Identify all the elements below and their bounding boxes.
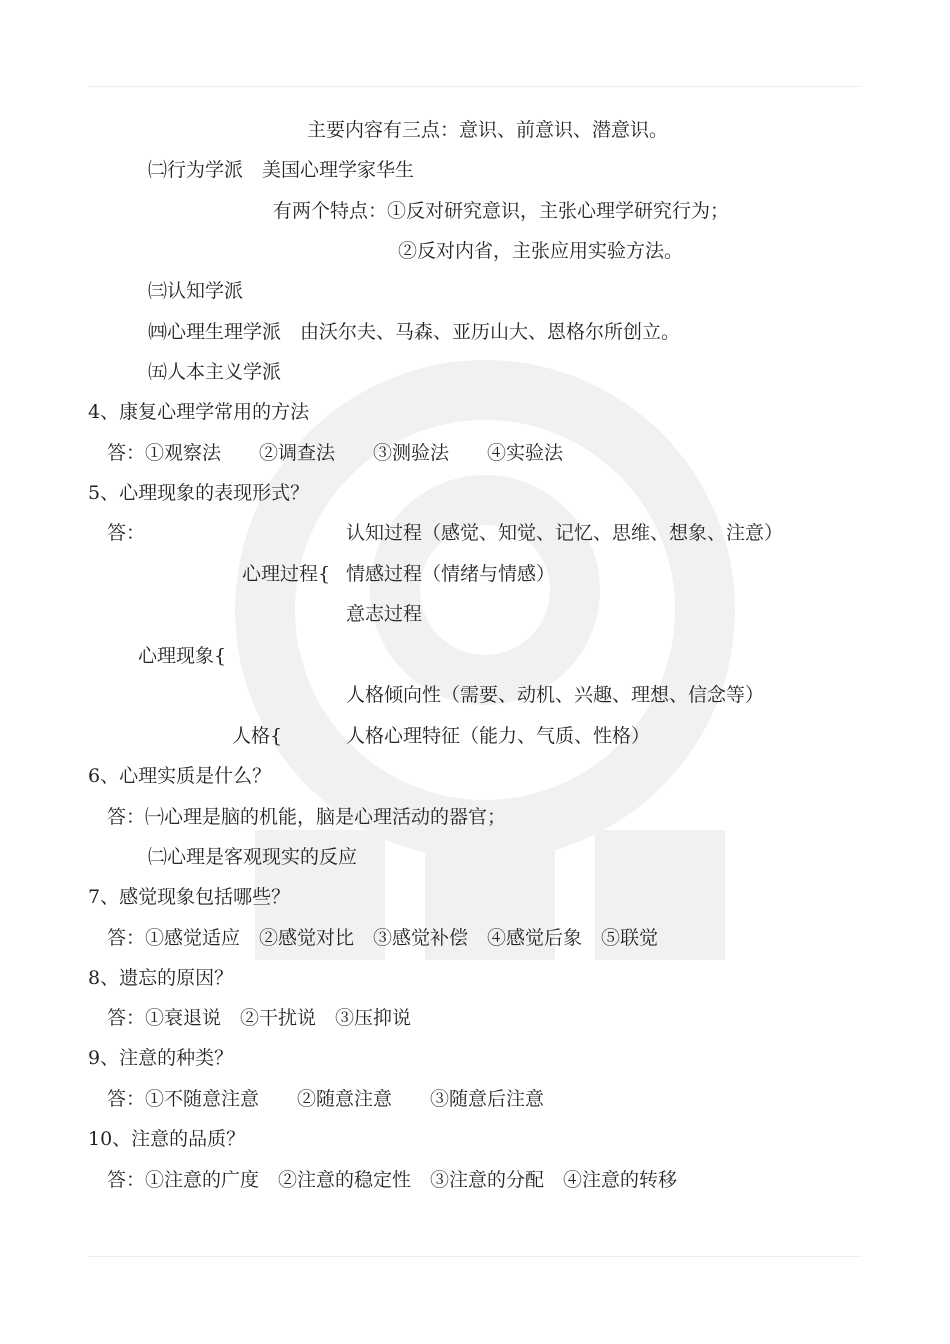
personality-traits: 人格心理特征（能力、气质、性格） [346, 725, 651, 747]
doc-line-5: ㈢认知学派 [148, 280, 244, 302]
footer-rule [88, 1256, 862, 1257]
doc-line-6: ㈣心理生理学派 由沃尔夫、马森、亚历山大、恩格尔所创立。 [148, 321, 681, 343]
answer-10: 答：①注意的广度 ②注意的稳定性 ③注意的分配 ④注意的转移 [107, 1169, 678, 1191]
question-10: 10、注意的品质？ [88, 1128, 246, 1150]
header-rule [88, 86, 862, 87]
answer-8: 答：①衰退说 ②干扰说 ③压抑说 [107, 1007, 412, 1029]
question-9: 9、注意的种类？ [88, 1047, 234, 1069]
doc-line-1: 主要内容有三点：意识、前意识、潜意识。 [307, 119, 669, 141]
answer-4: 答：①观察法 ②调查法 ③测验法 ④实验法 [107, 442, 564, 464]
question-8: 8、遗忘的原因？ [88, 967, 234, 989]
mental-phenomena-label: 心理现象{ [138, 645, 227, 667]
personality-label: 人格{ [232, 725, 283, 747]
question-5: 5、心理现象的表现形式？ [88, 482, 310, 504]
answer-6-part-2: ㈡心理是客观现实的反应 [148, 846, 358, 868]
doc-line-7: ㈤人本主义学派 [148, 361, 282, 383]
personality-tendency: 人格倾向性（需要、动机、兴趣、理想、信念等） [346, 684, 765, 706]
doc-line-3: 有两个特点：①反对研究意识，主张心理学研究行为； [273, 200, 730, 222]
doc-line-2: ㈡行为学派 美国心理学家华生 [148, 159, 415, 181]
answer-9: 答：①不随意注意 ②随意注意 ③随意后注意 [107, 1088, 545, 1110]
will-process: 意志过程 [346, 603, 423, 625]
cognitive-process: 认知过程（感觉、知觉、记忆、思维、想象、注意） [346, 522, 784, 544]
question-7: 7、感觉现象包括哪些？ [88, 886, 291, 908]
emotional-process: 情感过程（情绪与情感） [346, 563, 556, 585]
question-6: 6、心理实质是什么？ [88, 765, 272, 787]
answer-5-label: 答： [107, 522, 146, 544]
answer-6-part-1: 答：㈠心理是脑的机能，脑是心理活动的器官； [107, 806, 507, 828]
answer-7: 答：①感觉适应 ②感觉对比 ③感觉补偿 ④感觉后象 ⑤联觉 [107, 927, 659, 949]
question-4: 4、康复心理学常用的方法 [88, 401, 310, 423]
doc-line-4: ②反对内省，主张应用实验方法。 [398, 240, 684, 262]
mental-process-label: 心理过程{ [242, 563, 331, 585]
